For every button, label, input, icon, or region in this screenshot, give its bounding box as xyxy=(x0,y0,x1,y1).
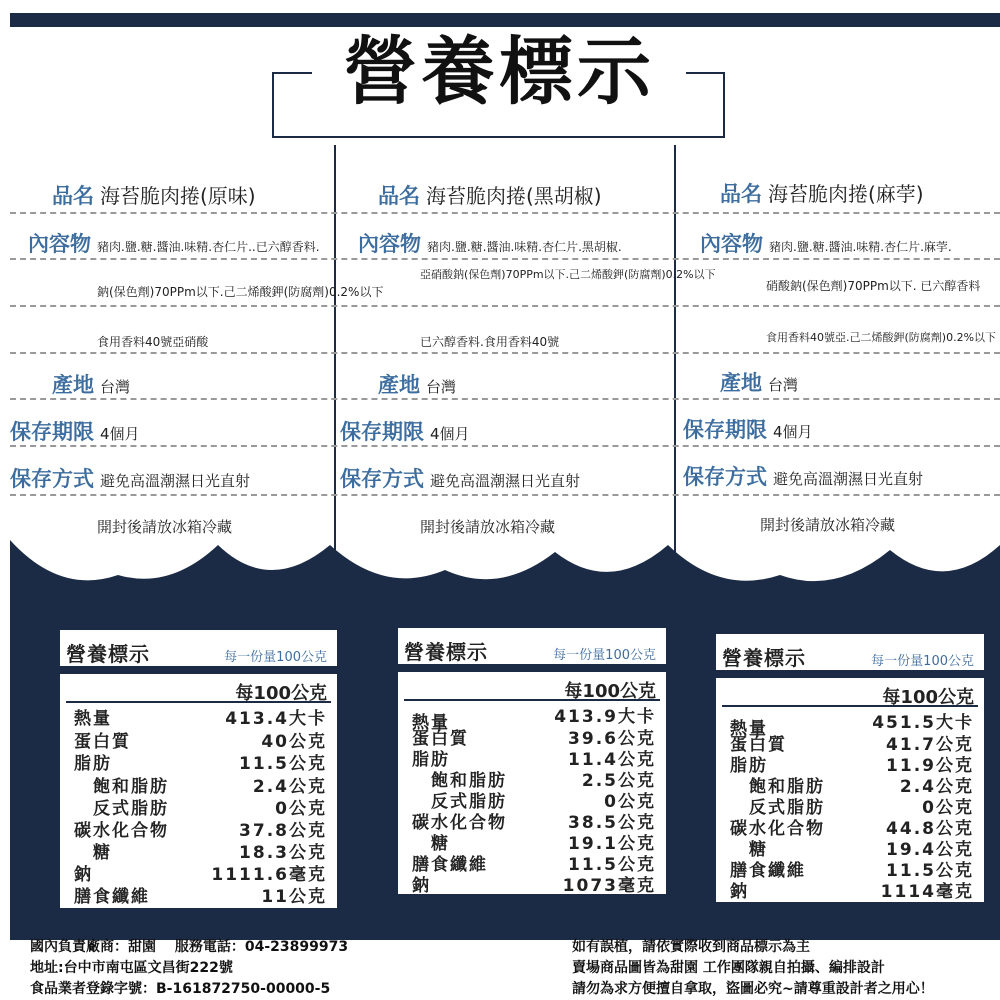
nutrition-row xyxy=(412,745,656,770)
panel-title: 營養標示 xyxy=(66,642,150,666)
nutrient-label: 蛋白質 xyxy=(74,732,131,752)
storage-value: 避免高溫潮濕日光直射 xyxy=(100,472,251,490)
nutrient-label: 脂肪 xyxy=(412,750,450,770)
nutrient-label: 鈉 xyxy=(730,882,749,902)
storage-label: 保存方式 xyxy=(683,465,767,489)
nutrient-label: 糖 xyxy=(412,834,450,854)
storage-value: 避免高溫潮濕日光直射 xyxy=(430,472,581,490)
footer-line: 地址:台中市南屯區文昌街222號 xyxy=(30,960,233,976)
nutrient-value: 38.5公克 xyxy=(568,813,656,833)
ingredients-line: 食用香料40號亞硝酸 xyxy=(97,335,209,349)
panel-separator xyxy=(66,701,331,703)
nutrient-value: 11.5公克 xyxy=(239,754,327,774)
nutrition-row xyxy=(74,838,327,863)
nutrient-value: 1111.6毫克 xyxy=(211,865,327,885)
ingredients-line: 豬肉.鹽.糖.醬油.味精.杏仁片.麻荢. xyxy=(769,240,952,254)
nutrition-row xyxy=(730,877,974,902)
nutrient-label: 脂肪 xyxy=(730,756,768,776)
product-name-label: 品名 xyxy=(720,182,762,206)
nutrition-row xyxy=(730,793,974,818)
nutrition-row xyxy=(74,860,327,885)
footer-line: 食品業者登錄字號：B-161872750-00000-5 xyxy=(30,981,331,997)
panel-serving: 每一份量100公克 xyxy=(224,650,327,665)
row-divider xyxy=(10,352,1000,354)
nutrition-row xyxy=(730,730,974,755)
nutrition-row xyxy=(412,766,656,791)
nutrient-value: 44.8公克 xyxy=(886,819,974,839)
nutrient-value: 11.4公克 xyxy=(568,750,656,770)
product-name-value: 海苔脆肉捲(麻荢) xyxy=(768,182,924,206)
panel-separator xyxy=(404,699,660,701)
nutrition-row xyxy=(74,882,327,907)
row-divider xyxy=(10,398,1000,400)
origin-label: 產地 xyxy=(52,373,94,397)
ingredients-line: 食用香料40號亞.己二烯酸鉀(防腐劑)0.2%以下 xyxy=(766,331,997,344)
ingredients-line: 硝酸鈉(保色劑)70PPm以下. 已六醇香料 xyxy=(766,279,981,293)
nutrient-value: 1073毫克 xyxy=(562,876,656,896)
nutrient-label: 鈉 xyxy=(74,865,93,885)
product-name-label: 品名 xyxy=(52,184,94,208)
storage-note: 開封後請放冰箱冷藏 xyxy=(97,518,233,536)
nutrient-label: 反式脂肪 xyxy=(74,799,169,819)
nutrition-row xyxy=(412,702,656,733)
shelf-life-label: 保存期限 xyxy=(10,420,94,444)
row-divider xyxy=(10,445,1000,447)
nutrition-row xyxy=(74,727,327,752)
title-frame-top-left xyxy=(272,72,312,74)
ingredients-line: 豬肉.鹽.糖.醬油.味精.杏仁片.黑胡椒. xyxy=(427,240,622,254)
nutrient-value: 413.4大卡 xyxy=(225,709,327,729)
origin-value: 台灣 xyxy=(768,376,799,394)
nutrient-label: 膳食纖維 xyxy=(74,887,150,907)
shelf-life-value: 4個月 xyxy=(100,425,140,443)
nutrient-label: 糖 xyxy=(730,840,768,860)
storage-label: 保存方式 xyxy=(10,467,94,491)
panel-per-100g: 每100公克 xyxy=(882,687,974,708)
nutrient-value: 11.5公克 xyxy=(886,861,974,881)
nutrient-value: 11.5公克 xyxy=(568,855,656,875)
panel-bar xyxy=(716,670,984,678)
nutrient-value: 39.6公克 xyxy=(568,729,656,749)
nutrition-row xyxy=(730,835,974,860)
nutrition-row xyxy=(730,856,974,881)
nutrient-label: 膳食纖維 xyxy=(730,861,806,881)
footer-notice xyxy=(572,937,934,1000)
footer-line: 賣場商品圖皆為甜園 工作團隊親自拍攝、編排設計 xyxy=(572,960,885,976)
row-divider xyxy=(10,305,1000,307)
nutrient-label: 脂肪 xyxy=(74,754,112,774)
nutrient-value: 37.8公克 xyxy=(239,821,327,841)
storage-label: 保存方式 xyxy=(340,467,424,491)
ingredients-line: 豬肉.鹽.糖.醬油.味精.杏仁片..已六醇香料. xyxy=(97,240,320,254)
ingredients-label: 內容物 xyxy=(700,232,763,256)
origin-label: 產地 xyxy=(720,371,762,395)
nutrition-row xyxy=(412,724,656,749)
product-name-value: 海苔脆肉捲(黑胡椒) xyxy=(426,184,602,208)
nutrition-row xyxy=(412,787,656,812)
nutrition-row xyxy=(74,816,327,841)
panel-per-100g: 每100公克 xyxy=(235,683,327,704)
nutrition-row xyxy=(730,772,974,797)
panel-bar xyxy=(398,664,666,672)
product-name-label: 品名 xyxy=(378,184,420,208)
nutrient-value: 1114毫克 xyxy=(880,882,974,902)
footer-line: 國內負責廠商：甜園 服務電話：04-23899973 xyxy=(30,939,349,955)
nutrition-row xyxy=(74,772,327,797)
main-title: 營養標示 xyxy=(343,29,655,115)
nutrient-label: 膳食纖維 xyxy=(412,855,488,875)
nutrition-row xyxy=(412,850,656,875)
nutrient-value: 0公克 xyxy=(604,792,656,812)
nutrient-label: 反式脂肪 xyxy=(412,792,507,812)
nutrient-value: 19.1公克 xyxy=(568,834,656,854)
nutrient-value: 2.4公克 xyxy=(899,777,974,797)
nutrient-value: 18.3公克 xyxy=(239,843,327,863)
nutrient-label: 熱量 xyxy=(730,719,768,739)
shelf-life-value: 4個月 xyxy=(773,423,813,441)
nutrient-value: 0公克 xyxy=(275,799,327,819)
nutrient-value: 11公克 xyxy=(261,887,327,907)
nutrient-label: 蛋白質 xyxy=(730,735,787,755)
nutrient-label: 飽和脂肪 xyxy=(74,777,169,797)
footer-company-info xyxy=(30,937,348,1000)
panel-bar xyxy=(60,666,337,674)
ingredients-label: 內容物 xyxy=(358,232,421,256)
nutrition-panel-black-pepper xyxy=(398,628,666,894)
nutrition-row xyxy=(74,794,327,819)
nutrient-value: 40公克 xyxy=(261,732,327,752)
panel-separator xyxy=(722,705,978,707)
panel-title: 營養標示 xyxy=(722,646,806,670)
nutrition-row xyxy=(412,829,656,854)
row-divider xyxy=(10,258,1000,260)
nutrient-value: 2.4公克 xyxy=(252,777,327,797)
nutrient-value: 413.9大卡 xyxy=(554,707,656,727)
nutrition-row xyxy=(412,871,656,896)
panel-serving: 每一份量100公克 xyxy=(553,648,656,663)
ingredients-line: 鈉(保色劑)70PPm以下.己二烯酸鉀(防腐劑)0.2%以下 xyxy=(97,285,384,299)
nutrient-label: 飽和脂肪 xyxy=(412,771,507,791)
nutrition-row xyxy=(730,814,974,839)
shelf-life-value: 4個月 xyxy=(430,425,470,443)
title-frame-top-right xyxy=(686,72,725,74)
nutrient-value: 451.5大卡 xyxy=(872,713,974,733)
nutrition-row xyxy=(74,749,327,774)
nutrient-label: 熱量 xyxy=(412,713,450,733)
nutrient-label: 蛋白質 xyxy=(412,729,469,749)
nutrient-value: 19.4公克 xyxy=(886,840,974,860)
nutrition-row xyxy=(412,808,656,833)
origin-value: 台灣 xyxy=(426,378,457,396)
origin-value: 台灣 xyxy=(100,378,131,396)
footer-line: 如有誤植，請依實際收到商品標示為主 xyxy=(572,939,810,955)
nutrient-label: 鈉 xyxy=(412,876,431,896)
ingredients-line: 亞硝酸鈉(保色劑)70PPm以下.己二烯酸鉀(防腐劑)0.2%以下 xyxy=(420,268,716,281)
panel-title: 營養標示 xyxy=(404,640,488,664)
shelf-life-label: 保存期限 xyxy=(683,418,767,442)
nutrient-label: 碳水化合物 xyxy=(74,821,169,841)
nutrient-label: 反式脂肪 xyxy=(730,798,825,818)
shelf-life-label: 保存期限 xyxy=(340,420,424,444)
storage-value: 避免高溫潮濕日光直射 xyxy=(773,470,924,488)
nutrition-panel-original xyxy=(60,630,337,908)
nutrient-value: 11.9公克 xyxy=(886,756,974,776)
nutrient-label: 碳水化合物 xyxy=(412,813,507,833)
storage-note: 開封後請放冰箱冷藏 xyxy=(420,518,556,536)
nutrient-label: 熱量 xyxy=(74,709,112,729)
ingredients-label: 內容物 xyxy=(28,232,91,256)
nutrient-label: 飽和脂肪 xyxy=(730,777,825,797)
origin-label: 產地 xyxy=(378,373,420,397)
panel-serving: 每一份量100公克 xyxy=(871,654,974,669)
nutrient-label: 糖 xyxy=(74,843,112,863)
nutrition-row xyxy=(730,751,974,776)
nutrition-row xyxy=(74,704,327,729)
nutrition-row xyxy=(730,708,974,739)
nutrient-value: 0公克 xyxy=(922,798,974,818)
row-divider xyxy=(10,212,1000,214)
nutrient-label: 碳水化合物 xyxy=(730,819,825,839)
storage-note: 開封後請放冰箱冷藏 xyxy=(760,516,896,534)
panel-per-100g: 每100公克 xyxy=(564,681,656,702)
ingredients-line: 已六醇香料.食用香料40號 xyxy=(420,335,560,349)
nutrition-panel-sesame xyxy=(716,634,984,902)
footer-line: 請勿為求方便擅自拿取，盜圖必究~請尊重設計者之用心！ xyxy=(572,981,934,997)
nutrient-value: 41.7公克 xyxy=(886,735,974,755)
product-name-value: 海苔脆肉捲(原味) xyxy=(100,184,256,208)
nutrient-value: 2.5公克 xyxy=(581,771,656,791)
row-divider xyxy=(10,494,1000,496)
